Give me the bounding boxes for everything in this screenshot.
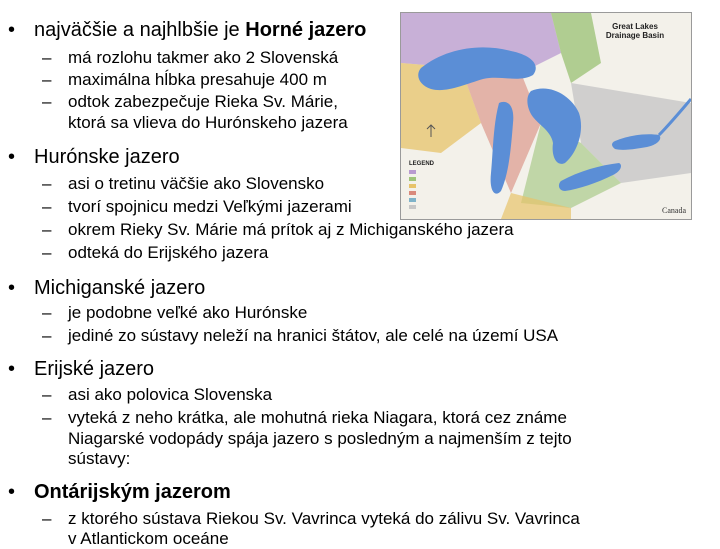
- sub-text: má rozlohu takmer ako 2 Slovenská: [68, 48, 339, 67]
- bullet-text: Erijské jazero: [34, 358, 155, 380]
- dash-glyph: –: [42, 92, 52, 111]
- legend-row: [409, 176, 419, 182]
- legend-row: [409, 169, 419, 175]
- bullet-lake-superior: [8, 18, 366, 42]
- legend-swatch: [409, 177, 416, 181]
- sub-text: asi ako polovica Slovenska: [68, 385, 273, 404]
- legend-row: [409, 204, 419, 210]
- dash-glyph: –: [42, 220, 52, 239]
- legend-swatch: [409, 198, 416, 202]
- sub-text: tvorí spojnicu medzi Veľkými jazerami: [68, 197, 352, 216]
- bullet-glyph: •: [8, 481, 16, 503]
- dash-glyph: –: [42, 48, 52, 67]
- bullet-bold-text: Horné jazero: [245, 19, 367, 41]
- dash-glyph: –: [42, 303, 52, 322]
- sub-text: odteká do Erijského jazera: [68, 243, 269, 262]
- map-legend-title: LEGEND: [409, 161, 435, 167]
- legend-row: [409, 197, 419, 203]
- sub-text: Niagarské vodopády spája jazero s posledným a najmenším z tejto: [68, 429, 572, 448]
- bullet-lake-huron: [8, 145, 180, 169]
- dash-glyph: –: [42, 385, 52, 404]
- map-graphic: [401, 13, 691, 219]
- bullet-lake-erie: [8, 357, 154, 381]
- dash-glyph: –: [42, 243, 52, 262]
- legend-swatch: [409, 170, 416, 174]
- bullet-glyph: •: [8, 277, 16, 299]
- legend-swatch: [409, 205, 416, 209]
- sub-text: je podobne veľké ako Hurónske: [68, 303, 308, 322]
- map-canada-logo: Canada: [662, 206, 686, 215]
- bullet-text: Michiganské jazero: [34, 277, 206, 299]
- sub-text: sústavy:: [68, 449, 131, 468]
- bullet-lake-ontario: [8, 480, 231, 504]
- dash-glyph: –: [42, 197, 52, 216]
- bullet-lake-michigan: [8, 276, 205, 300]
- map-title: Great Lakes Drainage Basin: [605, 22, 665, 40]
- bullet-text: Ontárijským jazerom: [34, 481, 231, 503]
- bullet-glyph: •: [8, 19, 16, 41]
- bullet-glyph: •: [8, 146, 16, 168]
- sub-text: jediné zo sústavy neleží na hranici štátov, ale celé na území USA: [68, 326, 559, 345]
- legend-swatch: [409, 191, 416, 195]
- dash-glyph: –: [42, 326, 52, 345]
- legend-row: [409, 190, 419, 196]
- sub-text: maximálna hĺbka presahuje 400 m: [68, 70, 327, 89]
- sub-text: z ktorého sústava Riekou Sv. Vavrinca vyteká do zálivu Sv. Vavrinca: [68, 509, 580, 528]
- sub-text: v Atlantickom oceáne: [68, 529, 229, 548]
- dash-glyph: –: [42, 70, 52, 89]
- sub-text: asi o tretinu väčšie ako Slovensko: [68, 174, 325, 193]
- legend-row: [409, 183, 419, 189]
- map-legend: [409, 169, 419, 211]
- bullet-glyph: •: [8, 358, 16, 380]
- dash-glyph: –: [42, 174, 52, 193]
- great-lakes-map: [400, 12, 692, 220]
- sub-text: okrem Rieky Sv. Márie má prítok aj z Michiganského jazera: [68, 220, 514, 239]
- sub-text: ktorá sa vlieva do Hurónskeho jazera: [68, 113, 348, 132]
- dash-glyph: –: [42, 509, 52, 528]
- bullet-text: najväčšie a najhlbšie je: [34, 19, 246, 41]
- legend-swatch: [409, 184, 416, 188]
- sub-text: vyteká z neho krátka, ale mohutná rieka Niagara, ktorá cez známe: [68, 408, 567, 427]
- sub-text: odtok zabezpečuje Rieka Sv. Márie,: [68, 92, 338, 111]
- bullet-text: Hurónske jazero: [34, 146, 180, 168]
- dash-glyph: –: [42, 408, 52, 427]
